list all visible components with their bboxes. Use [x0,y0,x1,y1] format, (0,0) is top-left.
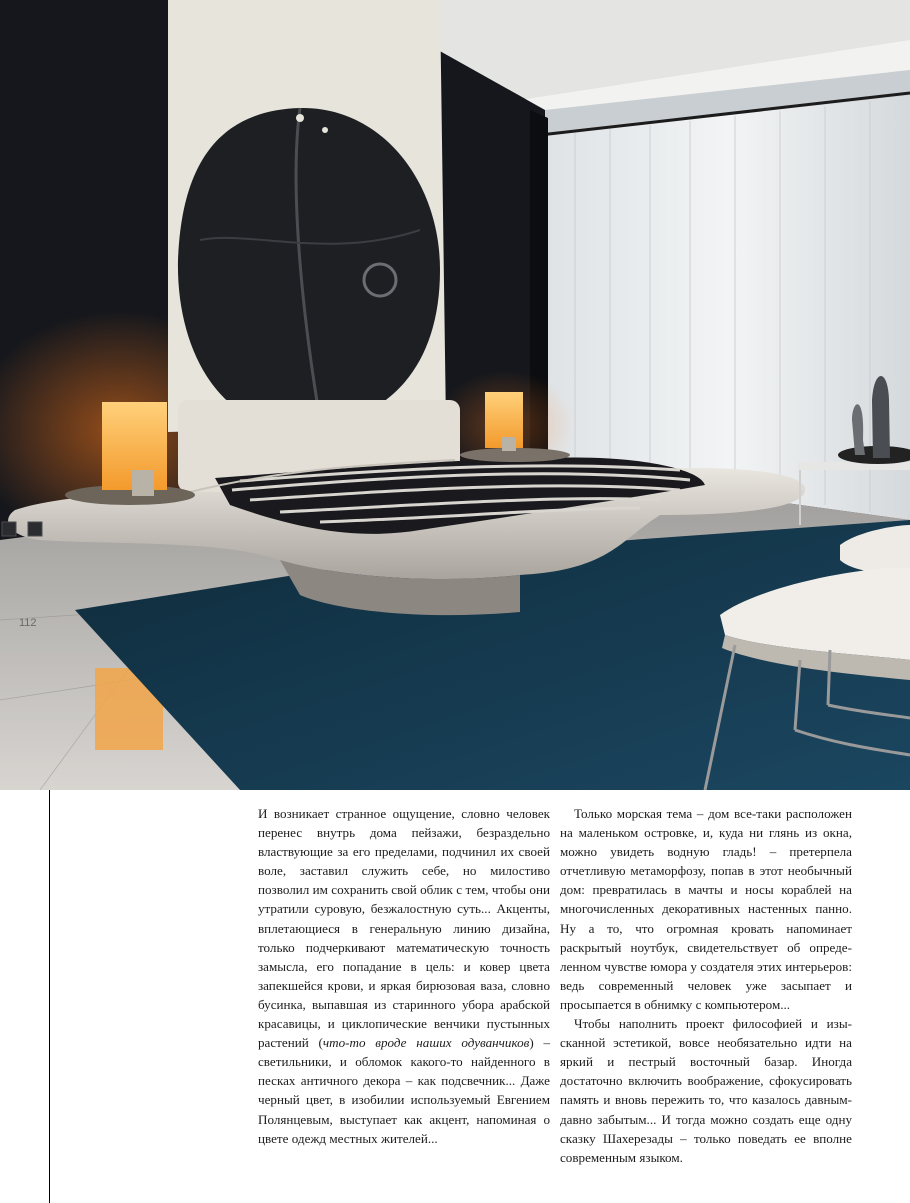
article-column-2 [560,804,852,1167]
wall-artwork [168,0,446,432]
article-column-1 [258,804,550,1148]
margin-rule [49,790,50,1203]
paragraph-text: И возникает странное ощущение, словно человек перенес внутрь дома пейзажи, безраздельно властвующие за его пределами, подчинил их своей воле, заставил служить себе, но милостиво позволил им сохранить свой облик с тем, чтобы они утратили суровую, безжалостную суть... Акценты, вплетающиеся в генеральную линию дизайна, только подчеркивают математическую точность замысла, его попадание в цель: и ковер цвета запекшейся крови, и яркая бирюзовая ваза, словно бусинка, выпавшая из старинного убора арабской красавицы, и циклопические венчики пустынных растений ( [258,806,550,1051]
paragraph-text: ) – светильники, и обломок какого-то найденного в песках античного декора – как подсвечник... Даже черный цвет, в изобилии используемый Евгением Полянцевым, выступает как акцент, напоминая о цвете одежд местных жителей... [258,1035,551,1146]
paragraph [258,804,550,1148]
paragraph-italic: что-то вроде наших одуванчиков [322,1035,530,1051]
page-number: 112 [19,617,37,629]
paragraph: Чтобы наполнить проект философией и изысканной эстетикой, вовсе необязательно идти на яркий и пестрый восточный базар. Иногда достаточно включить воображение, сфокусировать память и вновь пережить то, что казалось давным-давно забытым... И тогда можно создать еще одну сказку Шахерезады – только поведать ее вполне современным языком. [560,1016,852,1165]
paragraph: Только морская тема – дом все-таки расположен на маленьком островке, и, куда ни глянь из окна, можно увидеть водную гладь! – претерпела отчетливую метаморфозу, попав в этот необычный дом: превратилась в мачты и носы кораблей на многочисленных декоративных настенных панно. Ну а то, что огромная кровать напоминает раскрытый ноутбук, свидетельствует об определенном чувстве юмора у создателя этих интерьеров: ведь современный человек уже засыпает и просыпается в обнимку с компьютером... [560,806,852,1012]
